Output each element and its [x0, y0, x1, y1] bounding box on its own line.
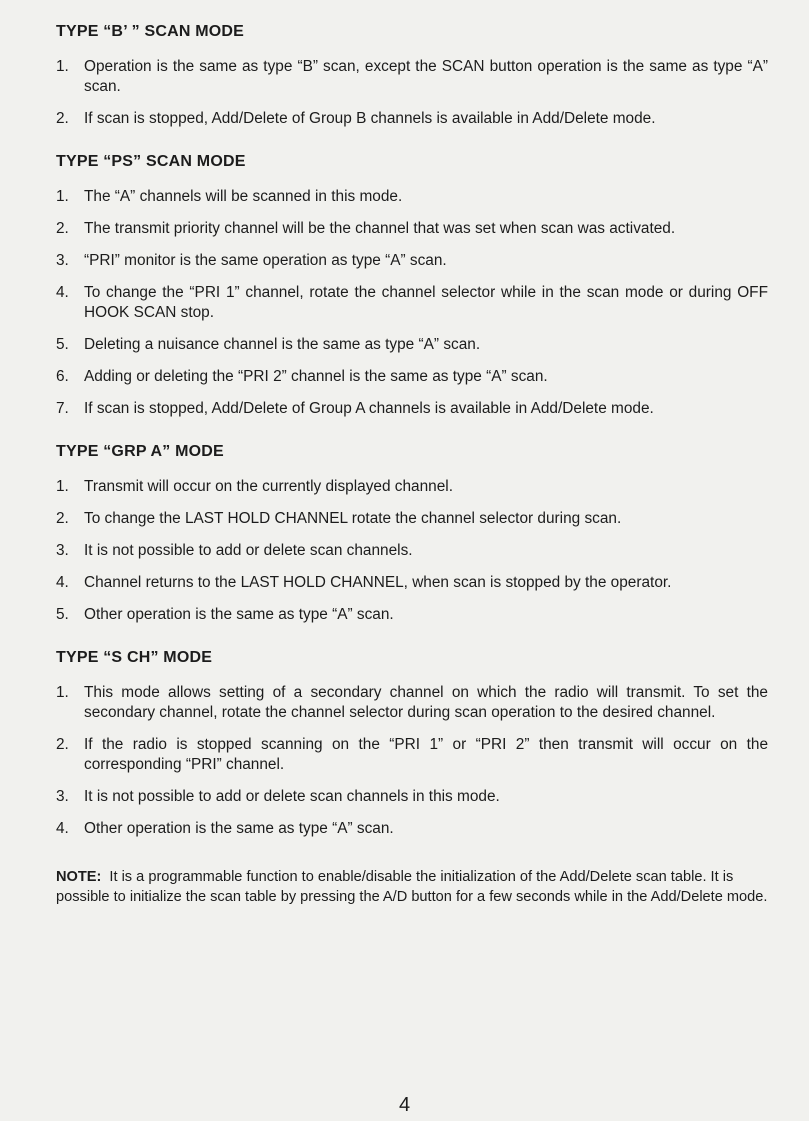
note-label: NOTE: — [56, 869, 102, 885]
section-heading: TYPE “S CH” MODE — [56, 649, 213, 666]
section-ps-scan-mode — [56, 151, 768, 419]
list-item: 4. Other operation is the same as type “A” scan. — [56, 820, 394, 837]
note-paragraph — [56, 867, 768, 907]
list-item: 1. Transmit will occur on the currently displayed channel. — [56, 478, 453, 495]
page-number: 4 — [398, 1094, 411, 1116]
list-item: 3. It is not possible to add or delete scan channels in this mode. — [56, 788, 500, 805]
section-heading: TYPE “PS” SCAN MODE — [56, 153, 246, 170]
section-heading: TYPE “GRP A” MODE — [56, 443, 224, 460]
list-item: 1. Operation is the same as type “B” scan, except the SCAN button operation is the same as type “A” scan. — [56, 58, 768, 95]
list-item: 1. The “A” channels will be scanned in this mode. — [56, 188, 403, 205]
list-item: 2. If scan is stopped, Add/Delete of Group B channels is available in Add/Delete mode. — [56, 110, 656, 127]
note-text: It is a programmable function to enable/disable the initialization of the Add/Delete scan table. It is possible to initialize the scan table by pressing the A/D button for a few seconds while in the Add/Delete mode. — [56, 869, 768, 905]
section-grp-a-mode — [56, 441, 768, 625]
list-item: 4. To change the “PRI 1” channel, rotate the channel selector while in the scan mode or during OFF HOOK SCAN stop. — [56, 284, 768, 321]
item-list — [56, 187, 768, 419]
list-item: 3. It is not possible to add or delete scan channels. — [56, 542, 413, 559]
item-list — [56, 57, 768, 129]
section-s-ch-mode — [56, 647, 768, 839]
section-heading: TYPE “B’ ” SCAN MODE — [56, 23, 245, 40]
list-item: 2. The transmit priority channel will be the channel that was set when scan was activated. — [56, 220, 676, 237]
item-list — [56, 683, 768, 839]
list-item: 1. This mode allows setting of a secondary channel on which the radio will transmit. To set the secondary channel, rotate the channel selector during scan operation to the desired channel. — [56, 684, 768, 721]
list-item: 3. “PRI” monitor is the same operation as type “A” scan. — [56, 252, 447, 269]
list-item: 6. Adding or deleting the “PRI 2” channel is the same as type “A” scan. — [56, 368, 548, 385]
list-item: 7. If scan is stopped, Add/Delete of Group A channels is available in Add/Delete mode. — [56, 400, 654, 417]
list-item: 2. If the radio is stopped scanning on the “PRI 1” or “PRI 2” then transmit will occur on the corresponding “PRI” channel. — [56, 736, 768, 773]
list-item: 2. To change the LAST HOLD CHANNEL rotate the channel selector during scan. — [56, 510, 622, 527]
list-item: 5. Other operation is the same as type “A” scan. — [56, 606, 394, 623]
page-content — [56, 21, 768, 907]
section-b-prime-scan-mode — [56, 21, 768, 129]
list-item: 5. Deleting a nuisance channel is the same as type “A” scan. — [56, 336, 481, 353]
list-item: 4. Channel returns to the LAST HOLD CHANNEL, when scan is stopped by the operator. — [56, 574, 672, 591]
item-list — [56, 477, 768, 625]
